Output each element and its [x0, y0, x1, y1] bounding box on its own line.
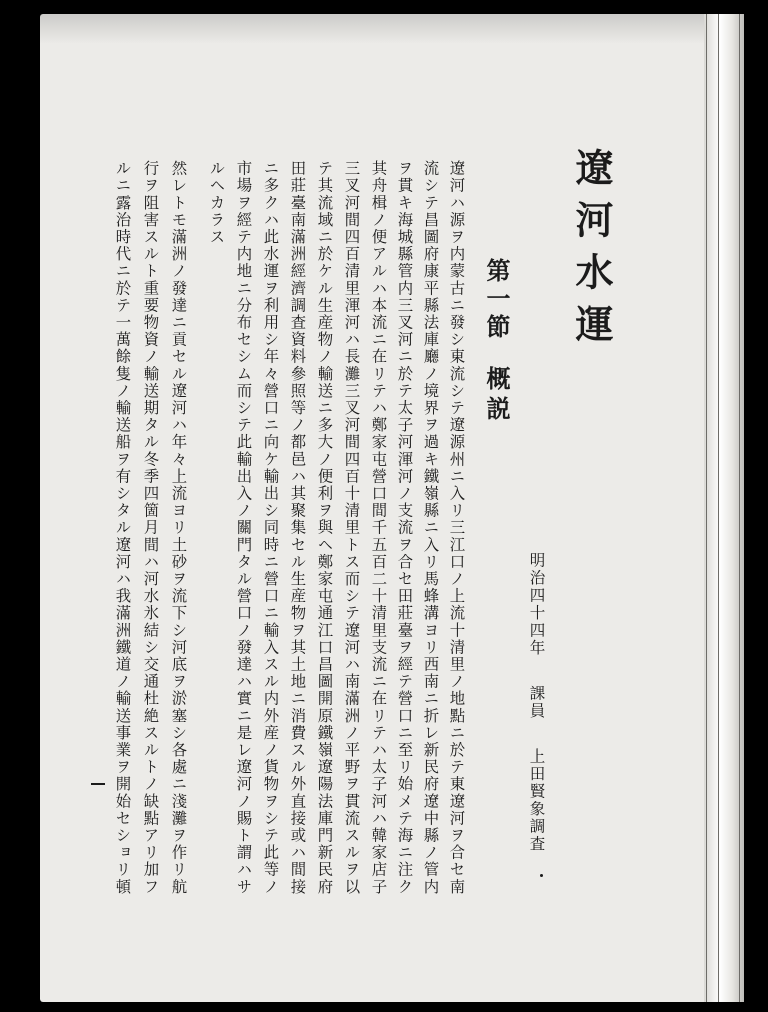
body-text-line: テ其流域ニ於ケル生産物ノ輸送ニ多大ノ便利ヲ與ヘ鄭家屯通江口昌圖開原鐵嶺遼陽法庫門新民府	[315, 160, 334, 896]
author-byline	[528, 552, 544, 853]
book-binding-edge	[704, 14, 744, 1002]
body-text-line: 行ヲ阻害スルト重要物資ノ輸送期タル冬季四箇月間ハ河水氷結シ交通杜絶スルトノ缺點アリ加フ	[141, 160, 160, 896]
page-top-shadow	[40, 14, 744, 44]
body-text-line: ルニ露治時代ニ於テ一萬餘隻ノ輸送船ヲ有シタル遼河ハ我滿洲鐵道ノ輸送事業ヲ開始セショリ頓	[113, 160, 132, 896]
ink-speck	[540, 874, 543, 877]
page-title: 遼河水運	[569, 148, 614, 356]
body-text-line: 市場ヲ經テ内地ニ分布セシム而シテ此輸出入ノ關門タル營口ノ發達ハ實ニ是レ遼河ノ賜ト謂ハサ	[234, 160, 253, 896]
body-text-line: 三叉河間四百清里渾河ハ長灘三叉河間四百十清里トス而シテ遼河ハ南滿洲ノ平野ヲ貫流スルヲ以	[342, 160, 361, 896]
body-text-line: 其舟楫ノ便アルハ本流ニ在リテハ鄭家屯營口間千五百二十清里支流ニ在リテハ太子河ハ韓家店子	[369, 160, 388, 896]
body-text-line: ルヘカラス	[207, 160, 226, 246]
body-text-line: 流シテ昌圖府康平縣法庫廳ノ境界ヲ過キ鐵嶺縣ニ入リ馬蜂溝ヨリ西南ニ折レ新民府遼中縣ノ管内	[421, 160, 440, 896]
body-text-line: 遼河ハ源ヲ内蒙古ニ發シ東流シテ遼源州ニ入リ三江口ノ上流十清里ノ地點ニ於テ東遼河ヲ合セ南	[447, 160, 466, 896]
body-text-line: 田莊臺南滿洲經濟調査資料參照等ノ都邑ハ其聚集セル生産物ヲ其土地ニ消費スル外直接或ハ間接	[288, 160, 307, 896]
binding-edge-line	[718, 14, 719, 1002]
byline-department: 課員	[527, 685, 546, 720]
body-text-line: 然レトモ滿洲ノ發達ニ貢セル遼河ハ年々上流ヨリ土砂ヲ流下シ河底ヲ淤塞シ各處ニ淺灘ヲ作リ航	[169, 160, 188, 896]
body-text-line: ニ多クハ此水運ヲ利用シ年々營口ニ向ケ輸出シ同時ニ營口ニ輸入スル内外産ノ貨物ヲシテ此等ノ	[261, 160, 280, 896]
binding-edge-line	[739, 14, 740, 1002]
page-number-mark	[91, 783, 105, 785]
section-heading	[482, 258, 511, 426]
binding-edge-line	[706, 14, 707, 1002]
section-title: 概説	[482, 366, 511, 426]
byline-date: 明治四十四年	[527, 552, 546, 657]
section-number: 第一節	[482, 258, 511, 342]
body-text-line: ヲ貫キ海城縣管内三叉河ニ於テ太子河渾河ノ支流ヲ合セ田莊臺ヲ經テ營口ニ至リ始メテ海ニ注ク	[395, 160, 414, 896]
byline-author: 上田賢象調査	[527, 748, 546, 853]
